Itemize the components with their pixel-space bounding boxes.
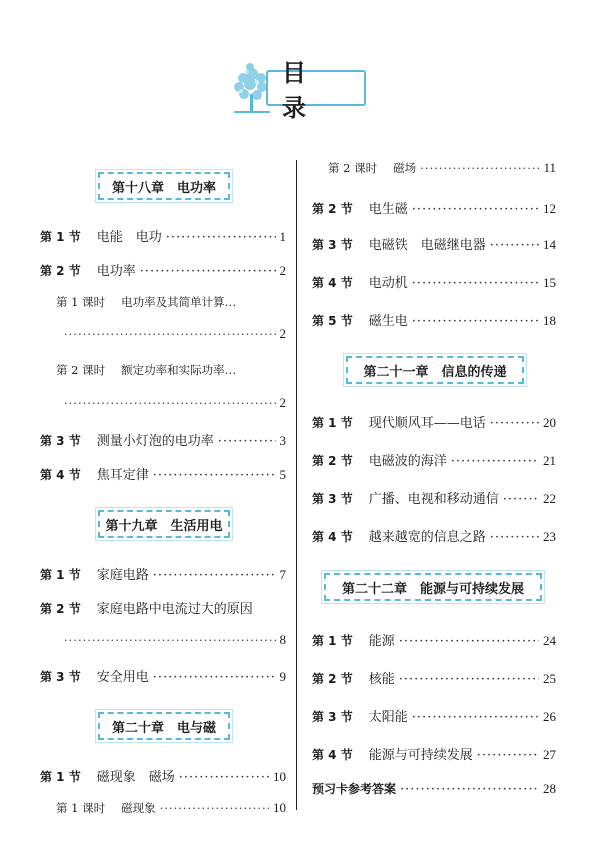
section-label: 第 2 节	[312, 672, 353, 686]
section-label: 第 3 节	[40, 434, 81, 448]
page-number: 3	[279, 433, 286, 448]
page-number: 10	[273, 769, 286, 784]
section-label: 第 1 节	[40, 568, 81, 582]
section-label: 第 3 节	[312, 710, 353, 724]
toc-entry[interactable]	[312, 706, 556, 726]
toc-subentry[interactable]	[56, 800, 286, 820]
page-number: 25	[543, 671, 556, 686]
lesson-title: 电功率及其简单计算…	[121, 295, 237, 309]
leader-dots	[160, 801, 269, 815]
page-number: 8	[279, 632, 286, 647]
toc-entry[interactable]	[312, 526, 556, 546]
page-number: 20	[543, 415, 556, 430]
page-number: 2	[279, 263, 286, 278]
section-label: 第 2 节	[40, 602, 81, 616]
lesson-label: 第 2 课时	[328, 161, 378, 175]
leader-dots	[140, 264, 276, 279]
leader-dots	[412, 710, 539, 725]
toc-entry[interactable]	[312, 668, 556, 688]
lesson-title: 磁场	[393, 161, 417, 175]
leader-dots	[64, 633, 276, 647]
section-label: 第 3 节	[312, 492, 353, 506]
toc-entry[interactable]	[40, 766, 286, 786]
toc-subentry[interactable]	[56, 362, 286, 382]
toc-entry[interactable]	[40, 260, 286, 280]
section-title: 安全用电	[96, 670, 149, 685]
section-label: 预习卡参考答案	[312, 782, 397, 796]
section-title: 电生磁	[368, 202, 408, 217]
toc-entry[interactable]	[312, 488, 556, 508]
chapter-22-heading[interactable]: 第二十二章 能源与可持续发展	[324, 573, 542, 601]
toc-entry[interactable]	[312, 412, 556, 432]
leader-dots	[153, 670, 276, 685]
page-number: 21	[543, 453, 556, 468]
toc-entry-answers[interactable]	[312, 780, 556, 800]
toc-subentry-trail[interactable]	[64, 395, 286, 415]
leader-dots	[153, 468, 276, 483]
leader-dots	[420, 161, 539, 175]
toc-entry[interactable]	[40, 598, 286, 618]
toc-entry[interactable]	[312, 234, 556, 254]
section-label: 第 3 节	[40, 670, 81, 684]
section-title: 测量小灯泡的电功率	[96, 434, 214, 449]
section-title: 电磁波的海洋	[368, 454, 447, 469]
page-number: 18	[543, 313, 556, 328]
section-label: 第 1 节	[40, 770, 81, 784]
page-number: 9	[279, 669, 286, 684]
section-title: 电能 电功	[96, 230, 162, 245]
page-number: 2	[279, 326, 286, 341]
section-title: 电功率	[96, 264, 136, 279]
toc-entry[interactable]	[40, 564, 286, 584]
section-title: 广播、电视和移动通信	[368, 492, 499, 507]
page-number: 5	[279, 467, 286, 482]
section-label: 第 1 节	[40, 230, 81, 244]
section-title: 太阳能	[368, 710, 408, 725]
leader-dots	[451, 454, 539, 469]
column-divider	[296, 160, 297, 810]
section-title: 焦耳定律	[96, 468, 149, 483]
lesson-label: 第 1 课时	[56, 801, 106, 815]
section-label: 第 5 节	[312, 314, 353, 328]
leader-dots	[412, 202, 539, 217]
toc-entry[interactable]	[40, 226, 286, 246]
toc-entry[interactable]	[312, 630, 556, 650]
page-number: 11	[543, 160, 556, 175]
toc-entry[interactable]	[312, 744, 556, 764]
leader-dots	[412, 276, 539, 291]
leader-dots	[490, 238, 539, 253]
section-label: 第 2 节	[312, 454, 353, 468]
toc-entry[interactable]	[312, 272, 556, 292]
page-number: 14	[543, 237, 556, 252]
page-number: 27	[543, 747, 556, 762]
section-title: 磁现象 磁场	[96, 770, 175, 785]
page-number: 10	[273, 800, 286, 815]
toc-entry[interactable]	[312, 310, 556, 330]
page-number: 28	[543, 781, 556, 796]
section-label: 第 3 节	[312, 238, 353, 252]
toc-entry[interactable]	[40, 430, 286, 450]
lesson-label: 第 2 课时	[56, 363, 106, 377]
toc-entry[interactable]	[312, 450, 556, 470]
toc-subentry[interactable]	[328, 160, 556, 180]
chapter-18-heading[interactable]: 第十八章 电功率	[98, 172, 230, 200]
toc-subentry-trail[interactable]	[64, 326, 286, 346]
lesson-title: 磁现象	[121, 801, 156, 815]
page-number: 2	[279, 395, 286, 410]
section-label: 第 2 节	[40, 264, 81, 278]
toc-header	[230, 58, 380, 122]
section-title: 核能	[368, 672, 395, 687]
page-number: 15	[543, 275, 556, 290]
leader-dots	[399, 634, 539, 649]
leader-dots	[503, 492, 539, 507]
page-number: 23	[543, 529, 556, 544]
section-title: 越来越宽的信息之路	[368, 530, 486, 545]
section-label: 第 4 节	[312, 748, 353, 762]
section-label: 第 4 节	[312, 276, 353, 290]
leader-dots	[490, 530, 539, 545]
section-label: 第 4 节	[40, 468, 81, 482]
chapter-19-heading[interactable]: 第十九章 生活用电	[98, 510, 230, 538]
leader-dots	[64, 396, 276, 410]
leader-dots	[64, 327, 276, 341]
page-number: 24	[543, 633, 556, 648]
page-number: 1	[279, 229, 286, 244]
leader-dots	[153, 568, 276, 583]
page-title: 目 录	[266, 70, 366, 106]
section-title: 家庭电路	[96, 568, 149, 583]
toc-entry[interactable]	[40, 464, 286, 484]
section-title: 电磁铁 电磁继电器	[368, 238, 486, 253]
section-label: 第 4 节	[312, 530, 353, 544]
leader-dots	[400, 782, 539, 797]
chapter-21-heading[interactable]: 第二十一章 信息的传递	[346, 356, 524, 384]
section-title: 现代顺风耳——电话	[368, 416, 486, 431]
section-label: 第 1 节	[312, 416, 353, 430]
section-title: 电动机	[368, 276, 408, 291]
section-title: 能源与可持续发展	[368, 748, 473, 763]
page-number: 12	[543, 201, 556, 216]
toc-entry-trail[interactable]	[64, 632, 286, 652]
chapter-20-heading[interactable]: 第二十章 电与磁	[98, 712, 230, 740]
section-title: 家庭电路中电流过大的原因	[96, 602, 253, 617]
leader-dots	[179, 770, 269, 785]
page-number: 22	[543, 491, 556, 506]
leader-dots	[412, 314, 539, 329]
leader-dots	[477, 748, 539, 763]
leader-dots	[166, 230, 276, 245]
section-title: 能源	[368, 634, 395, 649]
leader-dots	[399, 672, 539, 687]
toc-entry[interactable]	[40, 666, 286, 686]
section-label: 第 1 节	[312, 634, 353, 648]
page-number: 26	[543, 709, 556, 724]
leader-dots	[490, 416, 539, 431]
section-label: 第 2 节	[312, 202, 353, 216]
section-title: 磁生电	[368, 314, 408, 329]
lesson-title: 额定功率和实际功率…	[121, 363, 237, 377]
toc-subentry[interactable]	[56, 294, 286, 314]
page-number: 7	[279, 567, 286, 582]
toc-entry[interactable]	[312, 198, 556, 218]
leader-dots	[218, 434, 276, 449]
lesson-label: 第 1 课时	[56, 295, 106, 309]
